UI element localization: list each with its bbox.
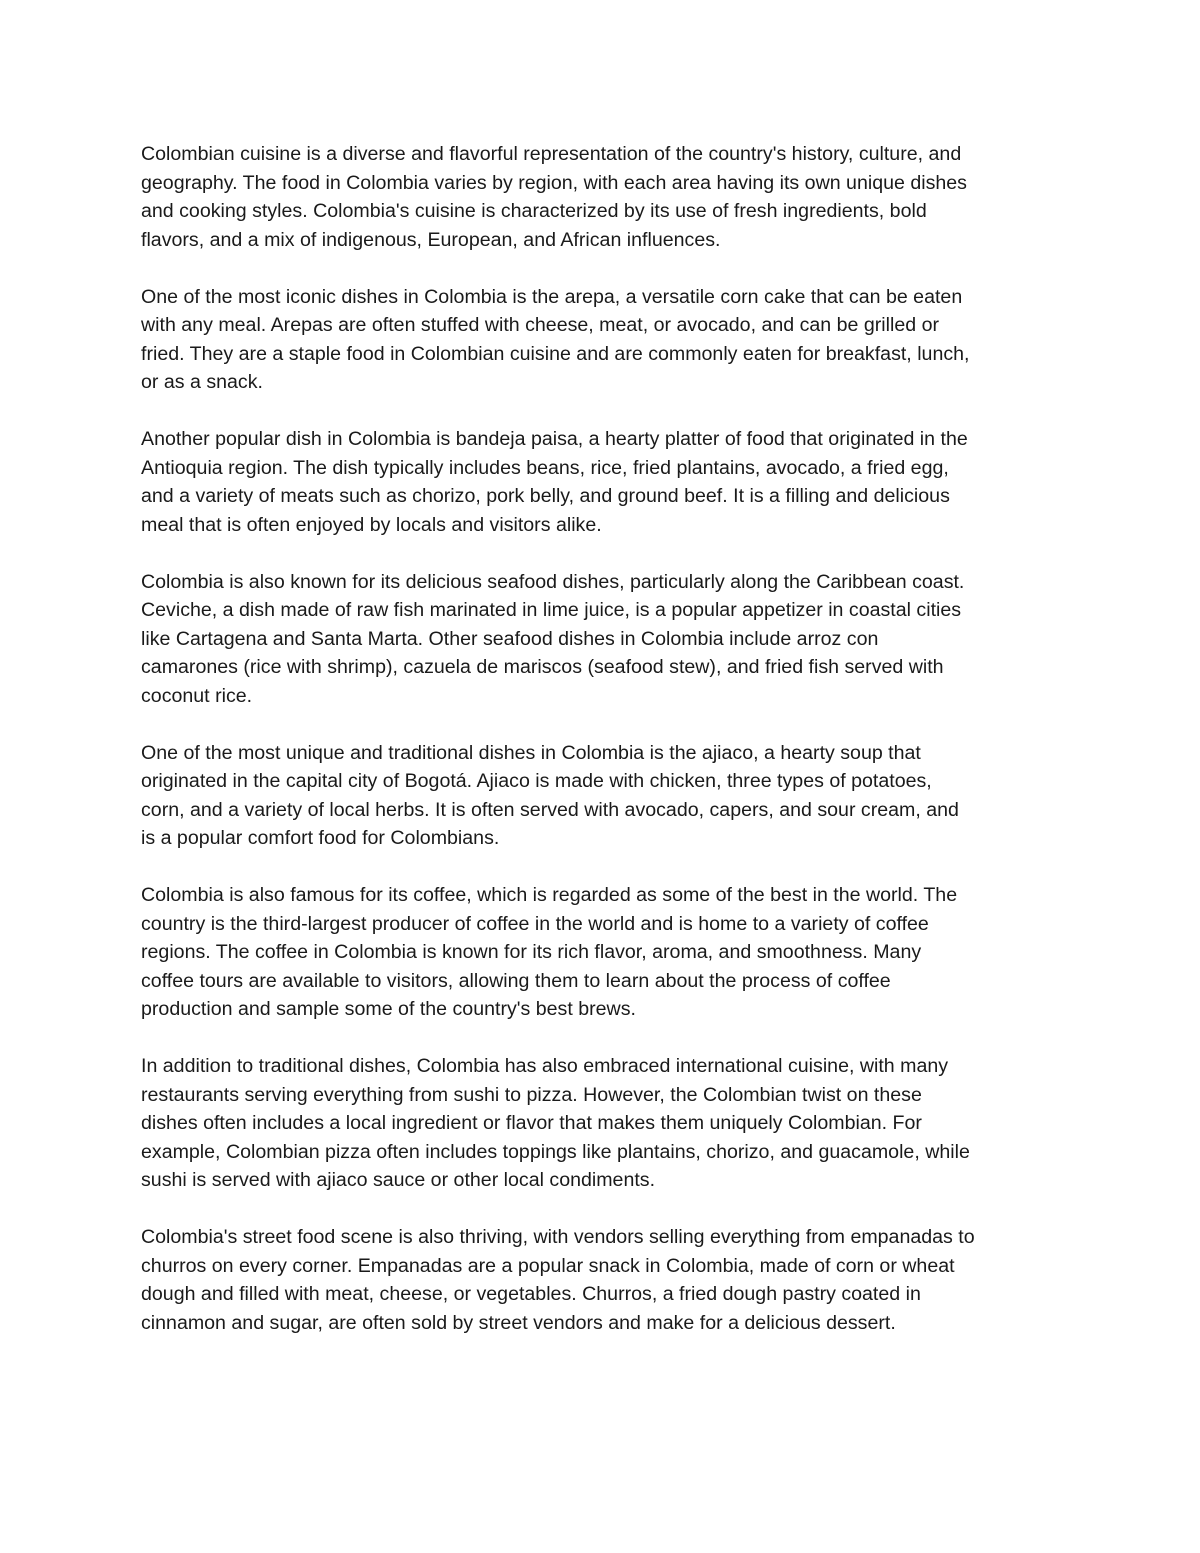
paragraph-line: or as a snack. bbox=[141, 371, 263, 393]
paragraph-line: country is the third-largest producer of coffee in the world and is home to a variety of coffee bbox=[141, 912, 929, 935]
paragraph-line: is a popular comfort food for Colombians. bbox=[141, 827, 500, 849]
paragraph-line: production and sample some of the country's best brews. bbox=[141, 998, 636, 1020]
paragraph-line: and cooking styles. Colombia's cuisine is characterized by its use of fresh ingredients, bold bbox=[141, 200, 927, 222]
paragraph-line: example, Colombian pizza often includes toppings like plantains, chorizo, and guacamole, while bbox=[141, 1140, 970, 1163]
paragraph-line: Colombia is also famous for its coffee, which is regarded as some of the best in the world. The bbox=[141, 884, 958, 906]
paragraph-line: dishes often includes a local ingredient or flavor that makes them uniquely Colombian. For bbox=[141, 1112, 922, 1134]
paragraph-line: and a variety of meats such as chorizo, pork belly, and ground beef. It is a filling and delicious bbox=[141, 485, 950, 507]
paragraph-line: Colombia is also known for its delicious seafood dishes, particularly along the Caribbean coast. bbox=[141, 570, 965, 593]
paragraph-line: Another popular dish in Colombia is bandeja paisa, a hearty platter of food that originated in the bbox=[141, 428, 968, 450]
paragraph-line: geography. The food in Colombia varies by region, with each area having its own unique dishes bbox=[141, 171, 967, 194]
paragraph-4 bbox=[141, 568, 1071, 711]
paragraph-2 bbox=[141, 283, 1071, 397]
paragraph-line: Ceviche, a dish made of raw fish marinated in lime juice, is a popular appetizer in coastal cities bbox=[141, 599, 962, 621]
paragraph-line: coffee tours are available to visitors, allowing them to learn about the process of coffee bbox=[141, 969, 891, 992]
paragraph-line: In addition to traditional dishes, Colombia has also embraced international cuisine, with many bbox=[141, 1055, 949, 1077]
paragraph-1 bbox=[141, 140, 1071, 254]
paragraph-line: originated in the capital city of Bogotá. Ajiaco is made with chicken, three types of potatoes, bbox=[141, 770, 932, 792]
paragraph-line: One of the most unique and traditional dishes in Colombia is the ajiaco, a hearty soup that bbox=[141, 741, 921, 764]
paragraph-line: sushi is served with ajiaco sauce or other local condiments. bbox=[141, 1169, 656, 1191]
paragraph-line: regions. The coffee in Colombia is known for its rich flavor, aroma, and smoothness. Many bbox=[141, 941, 922, 963]
paragraph-line: like Cartagena and Santa Marta. Other seafood dishes in Colombia include arroz con bbox=[141, 627, 879, 650]
paragraph-line: restaurants serving everything from sushi to pizza. However, the Colombian twist on these bbox=[141, 1083, 922, 1106]
paragraph-line: fried. They are a staple food in Colombian cuisine and are commonly eaten for breakfast, lunch, bbox=[141, 342, 970, 365]
paragraph-line: flavors, and a mix of indigenous, European, and African influences. bbox=[141, 228, 721, 251]
paragraph-line: dough and filled with meat, cheese, or vegetables. Churros, a fried dough pastry coated in bbox=[141, 1283, 921, 1305]
paragraph-line: churros on every corner. Empanadas are a popular snack in Colombia, made of corn or wheat bbox=[141, 1254, 955, 1277]
paragraph-3 bbox=[141, 425, 1071, 539]
paragraph-line: camarones (rice with shrimp), cazuela de mariscos (seafood stew), and fried fish served with bbox=[141, 656, 944, 678]
paragraph-7 bbox=[141, 1052, 1071, 1195]
paragraph-line: meal that is often enjoyed by locals and visitors alike. bbox=[141, 513, 602, 536]
paragraph-line: Colombian cuisine is a diverse and flavorful representation of the country's history, culture, and bbox=[141, 143, 962, 165]
paragraph-6 bbox=[141, 881, 1071, 1024]
paragraph-line: One of the most iconic dishes in Colombia is the arepa, a versatile corn cake that can be eaten bbox=[141, 285, 963, 308]
paragraph-line: with any meal. Arepas are often stuffed with cheese, meat, or avocado, and can be grilled or bbox=[141, 314, 940, 336]
paragraph-5 bbox=[141, 739, 1071, 853]
document-body bbox=[141, 140, 1071, 1366]
paragraph-line: cinnamon and sugar, are often sold by street vendors and make for a delicious dessert. bbox=[141, 1311, 896, 1334]
paragraph-line: Colombia's street food scene is also thriving, with vendors selling everything from empanadas to bbox=[141, 1226, 975, 1248]
paragraph-8 bbox=[141, 1223, 1071, 1337]
paragraph-line: corn, and a variety of local herbs. It is often served with avocado, capers, and sour cream, and bbox=[141, 798, 959, 821]
paragraph-line: Antioquia region. The dish typically includes beans, rice, fried plantains, avocado, a fried egg, bbox=[141, 456, 949, 479]
paragraph-line: coconut rice. bbox=[141, 684, 253, 707]
